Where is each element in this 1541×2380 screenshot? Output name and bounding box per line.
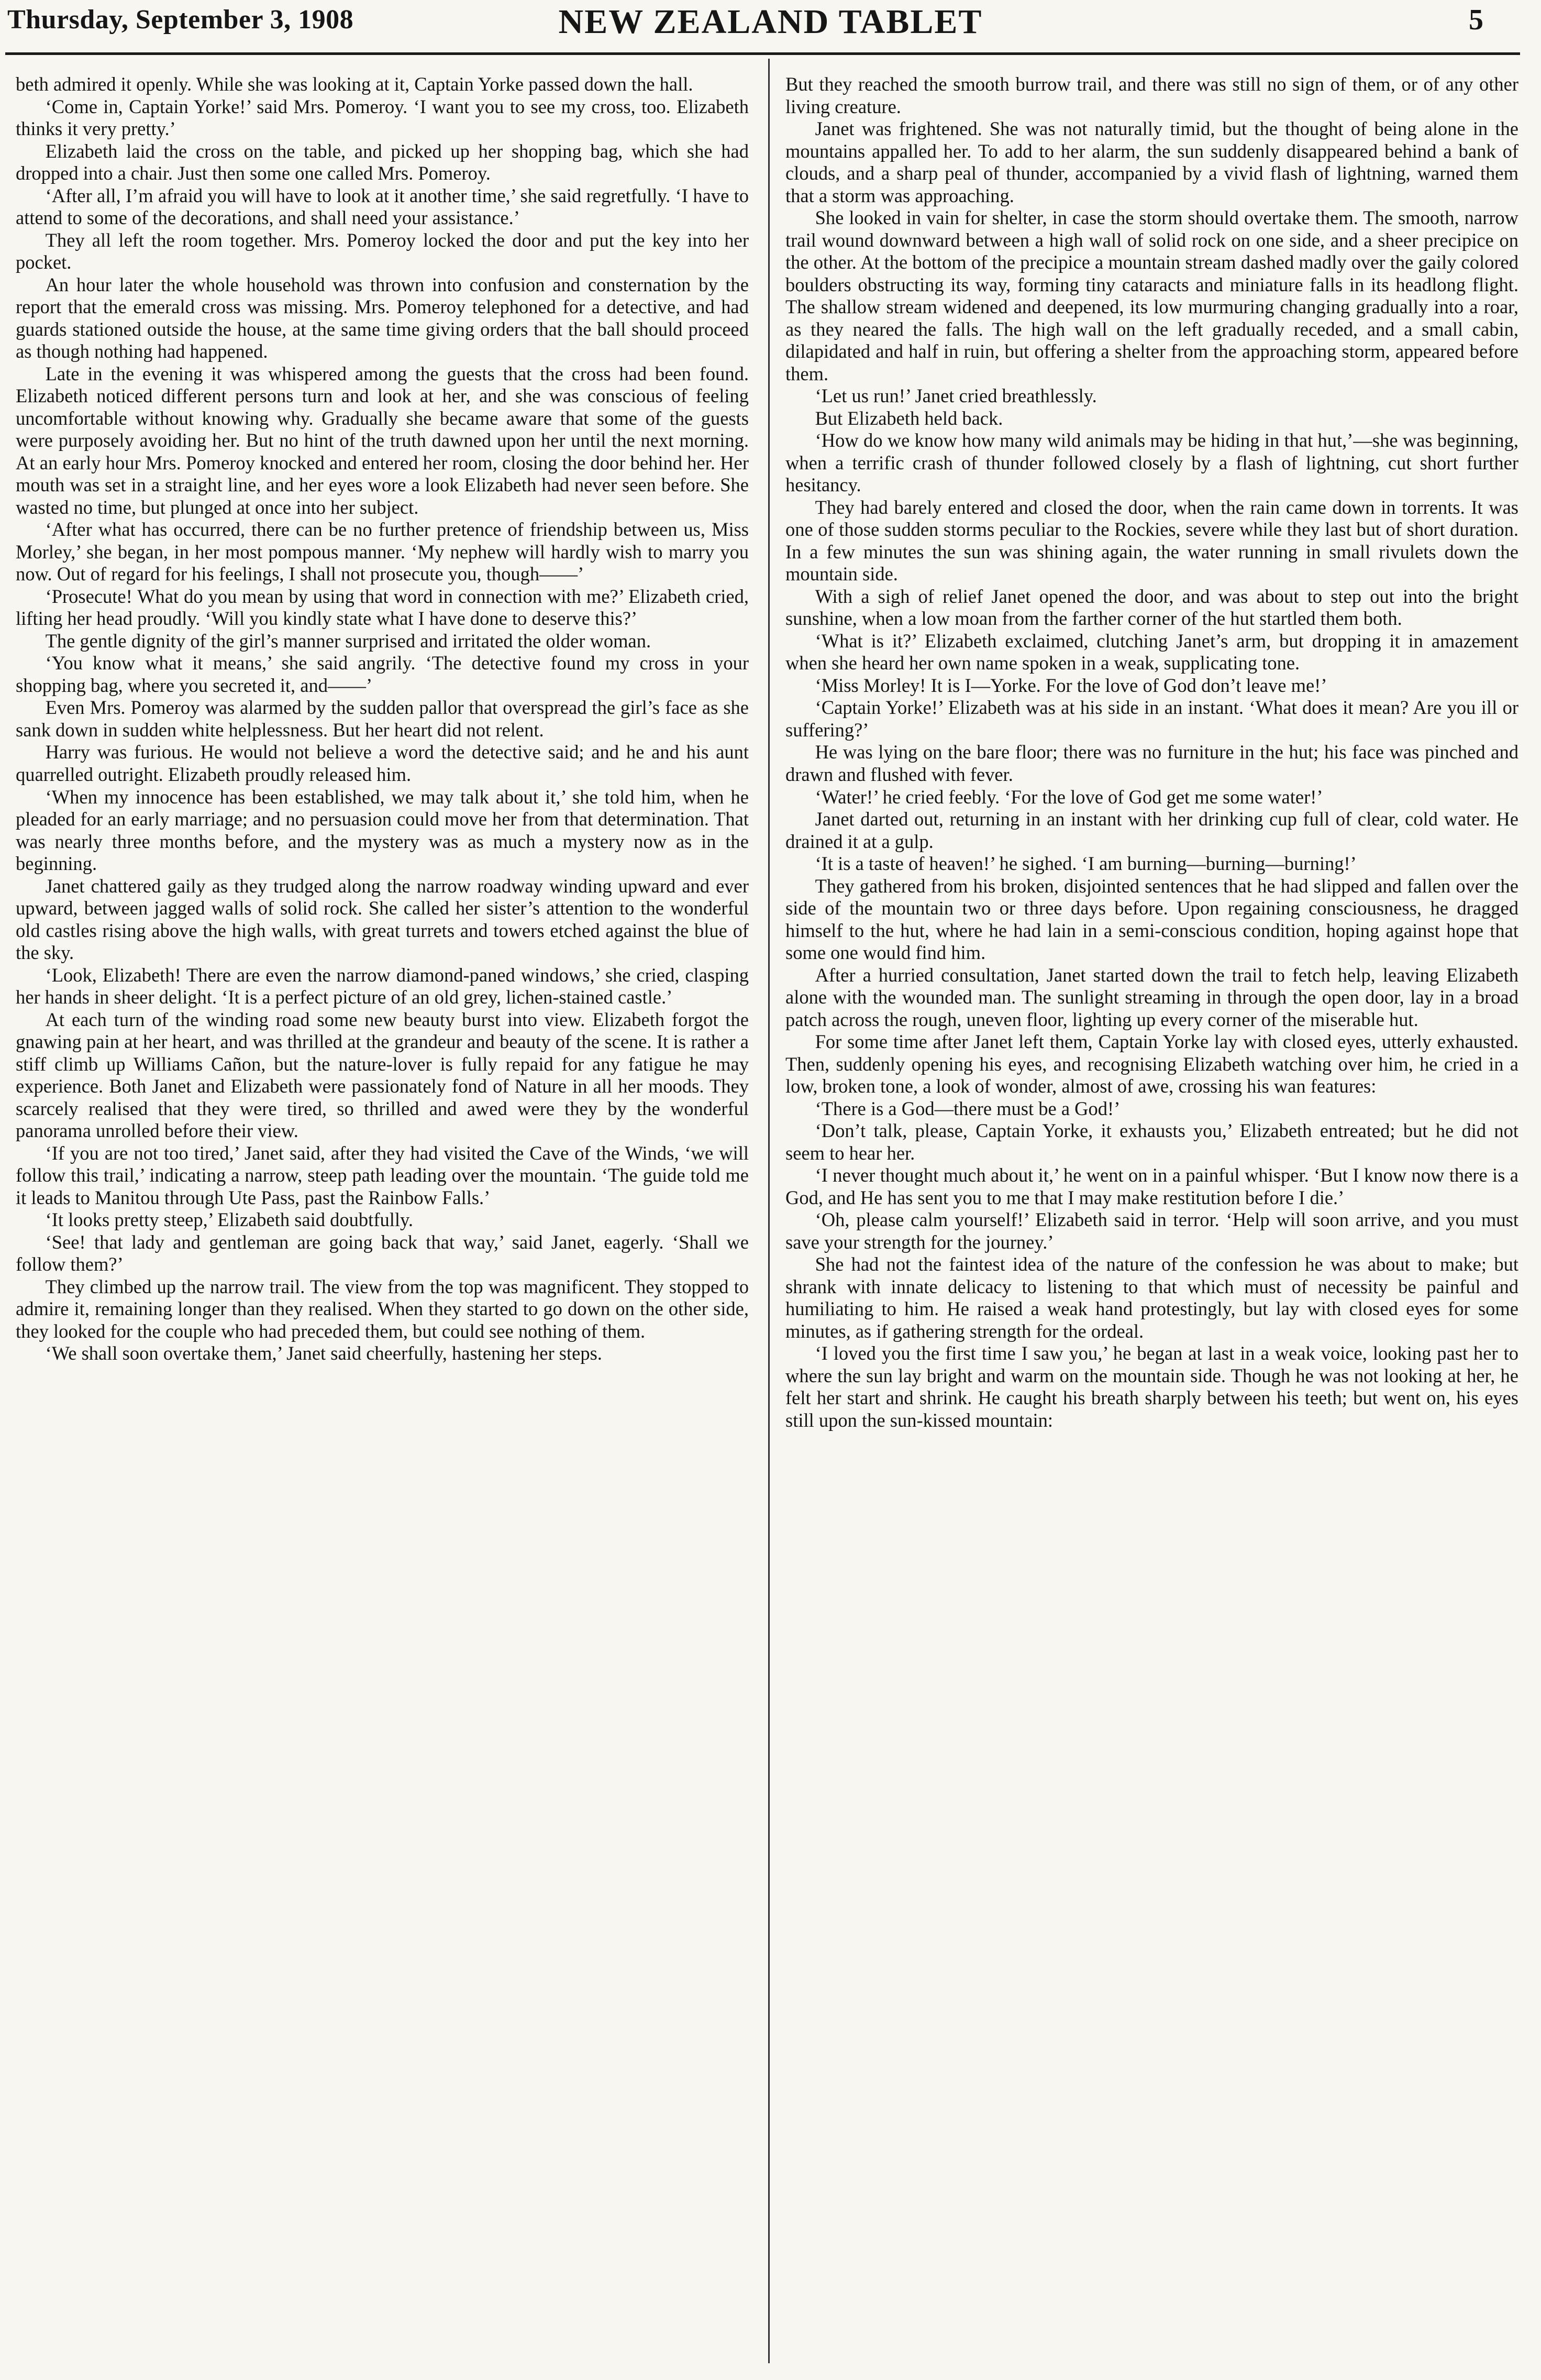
article-paragraph: ‘Water!’ he cried feebly. ‘For the love of God get me some water!’ <box>815 786 1323 808</box>
article-paragraph: For some time after Janet left them, Captain Yorke lay with closed eyes, utterly exhausted. Then, suddenly opening his eyes, and recognising Elizabeth watching over him, he cried in a low, broken tone, a look of wonder, almost of awe, crossing his wan features: <box>785 1031 1518 1097</box>
column-divider <box>768 59 770 2363</box>
article-paragraph: ‘Prosecute! What do you mean by using that word in connection with me?’ Elizabeth cried, lifting her head proudly. ‘Will you kindly state what I have done to deserve this?’ <box>16 585 749 630</box>
header-rule <box>5 52 1520 55</box>
right-column <box>785 73 1518 1431</box>
article-paragraph: After a hurried consultation, Janet started down the trail to fetch help, leaving Elizabeth alone with the wounded man. The sunlight streaming in through the open door, lay in a broad patch across the rough, uneven floor, lighting up every corner of the miserable hut. <box>785 964 1518 1030</box>
article-paragraph: ‘See! that lady and gentleman are going back that way,’ said Janet, eagerly. ‘Shall we follow them?’ <box>16 1231 749 1275</box>
article-paragraph: Janet chattered gaily as they trudged along the narrow roadway winding upward and ever upward, between jagged walls of solid rock. She called her sister’s attention to the wonderful old castles rising above the high walls, with great turrets and towers etched against the blue of the sky. <box>16 875 749 964</box>
article-paragraph: Even Mrs. Pomeroy was alarmed by the sudden pallor that overspread the girl’s face as she sank down in sudden white helplessness. But her heart did not relent. <box>16 697 749 741</box>
article-paragraph: ‘Miss Morley! It is I—Yorke. For the love of God don’t leave me!’ <box>815 674 1327 696</box>
article-paragraph: ‘I never thought much about it,’ he went on in a painful whisper. ‘But I know now there is a God, and He has sent you to me that I may make restitution before I die.’ <box>785 1164 1518 1208</box>
article-paragraph: The gentle dignity of the girl’s manner surprised and irritated the older woman. <box>45 630 651 652</box>
article-paragraph: With a sigh of relief Janet opened the door, and was about to step out into the bright sunshine, when a low moan from the farther corner of the hut startled them both. <box>785 585 1518 630</box>
article-paragraph: ‘After all, I’m afraid you will have to look at it another time,’ she said regretfully. ‘I have to attend to some of the decorations, and shall need your assistance.’ <box>16 184 749 229</box>
article-paragraph: ‘We shall soon overtake them,’ Janet said cheerfully, hastening her steps. <box>45 1342 602 1364</box>
article-paragraph: Janet was frightened. She was not naturally timid, but the thought of being alone in the mountains appalled her. To add to her alarm, the sun suddenly disappeared behind a bank of clouds, and a sharp peal of thunder, accompanied by a vivid flash of lightning, warned them that a storm was approaching. <box>785 118 1518 206</box>
article-paragraph: ‘If you are not too tired,’ Janet said, after they had visited the Cave of the Winds, ‘we will follow this trail,’ indicating a narrow, steep path leading over the mountain. ‘The guide told me it leads to Manitou through Ute Pass, past the Rainbow Falls.’ <box>16 1142 749 1208</box>
article-paragraph: They climbed up the narrow trail. The view from the top was magnificent. They stopped to admire it, remaining longer than they realised. When they started to go down on the other side, they looked for the couple who had preceded them, but could see nothing of them. <box>16 1275 749 1342</box>
article-paragraph: ‘It is a taste of heaven!’ he sighed. ‘I am burning—burning—burning!’ <box>815 853 1357 875</box>
issue-date: Thursday, September 3, 1908 <box>7 5 354 35</box>
article-paragraph: But they reached the smooth burrow trail, and there was still no sign of them, or of any other living creature. <box>785 73 1518 117</box>
article-paragraph: An hour later the whole household was thrown into confusion and consternation by the report that the emerald cross was missing. Mrs. Pomeroy telephoned for a detective, and had guards stationed outside the house, at the same time giving orders that the ball should proceed as though nothing had happened. <box>16 273 749 362</box>
article-paragraph: ‘After what has occurred, there can be no further pretence of friendship between us, Miss Morley,’ she began, in her most pompous manner. ‘My nephew will hardly wish to marry you now. Out of regard for his feelings, I shall not prosecute you, though——’ <box>16 519 749 585</box>
article-paragraph: Elizabeth laid the cross on the table, and picked up her shopping bag, which she had dropped into a chair. Just then some one called Mrs. Pomeroy. <box>16 140 749 184</box>
article-paragraph: ‘Let us run!’ Janet cried breathlessly. <box>815 385 1097 407</box>
page-number: 5 <box>1469 4 1483 36</box>
article-paragraph: Late in the evening it was whispered among the guests that the cross had been found. Elizabeth noticed different persons turn and look at her, and she was conscious of feeling uncomfortable without knowing why. Gradually she became aware that some of the guests were purposely avoiding her. But no hint of the truth dawned upon her until the next morning. At an early hour Mrs. Pomeroy knocked and entered her room, closing the door behind her. Her mouth was set in a straight line, and her eyes wore a look Elizabeth had never seen before. She wasted no time, but plunged at once into her subject. <box>16 362 749 518</box>
page-header <box>0 0 1541 58</box>
article-paragraph: Janet darted out, returning in an instant with her drinking cup full of clear, cold water. He drained it at a gulp. <box>785 808 1518 852</box>
article-paragraph: She looked in vain for shelter, in case the storm should overtake them. The smooth, narrow trail wound downward between a high wall of solid rock on one side, and a sheer precipice on the other. At the bottom of the precipice a mountain stream dashed madly over the gaily colored boulders obstructing its way, forming tiny cataracts and miniature falls in its headlong flight. The shallow stream widened and deepened, its low murmuring changing gradually into a roar, as they neared the falls. The high wall on the left gradually receded, and a small cabin, dilapidated and half in ruin, but offering a shelter from the approaching storm, appeared before them. <box>785 207 1518 384</box>
article-paragraph: They all left the room together. Mrs. Pomeroy locked the door and put the key into her pocket. <box>16 229 749 273</box>
article-paragraph: He was lying on the bare floor; there was no furniture in the hut; his face was pinched and drawn and flushed with fever. <box>785 741 1518 785</box>
article-paragraph: Harry was furious. He would not believe a word the detective said; and he and his aunt quarrelled outright. Elizabeth proudly released him. <box>16 741 749 785</box>
article-paragraph: ‘There is a God—there must be a God!’ <box>815 1097 1121 1119</box>
article-paragraph: She had not the faintest idea of the nature of the confession he was about to make; but shrank with innate delicacy to listening to that which must of necessity be painful and humiliating to him. He raised a weak hand protestingly, but lay with closed eyes for some minutes, as if gathering strength for the ordeal. <box>785 1253 1518 1342</box>
article-paragraph: They gathered from his broken, disjointed sentences that he had slipped and fallen over the side of the mountain two or three days before. Upon regaining consciousness, he dragged himself to the hut, where he had lain in a semi-conscious condition, hoping against hope that some one would find him. <box>785 875 1518 964</box>
article-paragraph: ‘Don’t talk, please, Captain Yorke, it exhausts you,’ Elizabeth entreated; but he did not seem to hear her. <box>785 1120 1518 1164</box>
masthead-title: NEW ZEALAND TABLET <box>558 3 983 41</box>
article-paragraph: ‘Look, Elizabeth! There are even the narrow diamond-paned windows,’ she cried, clasping her hands in sheer delight. ‘It is a perfect picture of an old grey, lichen-stained castle.’ <box>16 964 749 1008</box>
article-paragraph: ‘Oh, please calm yourself!’ Elizabeth said in terror. ‘Help will soon arrive, and you must save your strength for the journey.’ <box>785 1209 1518 1253</box>
article-paragraph: beth admired it openly. While she was looking at it, Captain Yorke passed down the hall. <box>16 73 693 95</box>
article-paragraph: They had barely entered and closed the door, when the rain came down in torrents. It was one of those sudden storms peculiar to the Rockies, severe while they last but of short duration. In a few minutes the sun was shining again, the water running in small rivulets down the mountain side. <box>785 496 1518 585</box>
article-paragraph: But Elizabeth held back. <box>815 407 1003 429</box>
article-paragraph: ‘What is it?’ Elizabeth exclaimed, clutching Janet’s arm, but dropping it in amazement when she heard her own name spoken in a weak, supplicating tone. <box>785 630 1518 674</box>
article-paragraph: ‘Come in, Captain Yorke!’ said Mrs. Pomeroy. ‘I want you to see my cross, too. Elizabeth thinks it very pretty.’ <box>16 95 749 140</box>
article-paragraph: ‘Captain Yorke!’ Elizabeth was at his side in an instant. ‘What does it mean? Are you ill or suffering?’ <box>785 697 1518 741</box>
article-paragraph: ‘How do we know how many wild animals may be hiding in that hut,’—she was beginning, when a terrific crash of thunder followed closely by a flash of lightning, cut short further hesitancy. <box>785 429 1518 496</box>
article-paragraph: ‘You know what it means,’ she said angrily. ‘The detective found my cross in your shopping bag, where you secreted it, and——’ <box>16 652 749 696</box>
left-column <box>16 73 749 1365</box>
article-paragraph: ‘It looks pretty steep,’ Elizabeth said doubtfully. <box>45 1209 414 1231</box>
article-paragraph: ‘When my innocence has been established, we may talk about it,’ she told him, when he pleaded for an early marriage; and no persuasion could move her from that determination. That was nearly three months before, and the mystery was as much a mystery now as in the beginning. <box>16 786 749 875</box>
article-paragraph: ‘I loved you the first time I saw you,’ he began at last in a weak voice, looking past her to where the sun lay bright and warm on the mountain side. Though he was not looking at her, he felt her start and shrink. He caught his breath sharply between his teeth; but went on, his eyes still upon the sun-kissed mountain: <box>785 1342 1518 1431</box>
article-paragraph: At each turn of the winding road some new beauty burst into view. Elizabeth forgot the gnawing pain at her heart, and was thrilled at the grandeur and beauty of the scene. It is rather a stiff climb up Williams Cañon, but the nature-lover is fully repaid for any fatigue he may experience. Both Janet and Elizabeth were passionately fond of Nature in all her moods. They scarcely realised that they were tired, so thrilled and awed were they by the wonderful panorama unrolled before their view. <box>16 1008 749 1142</box>
